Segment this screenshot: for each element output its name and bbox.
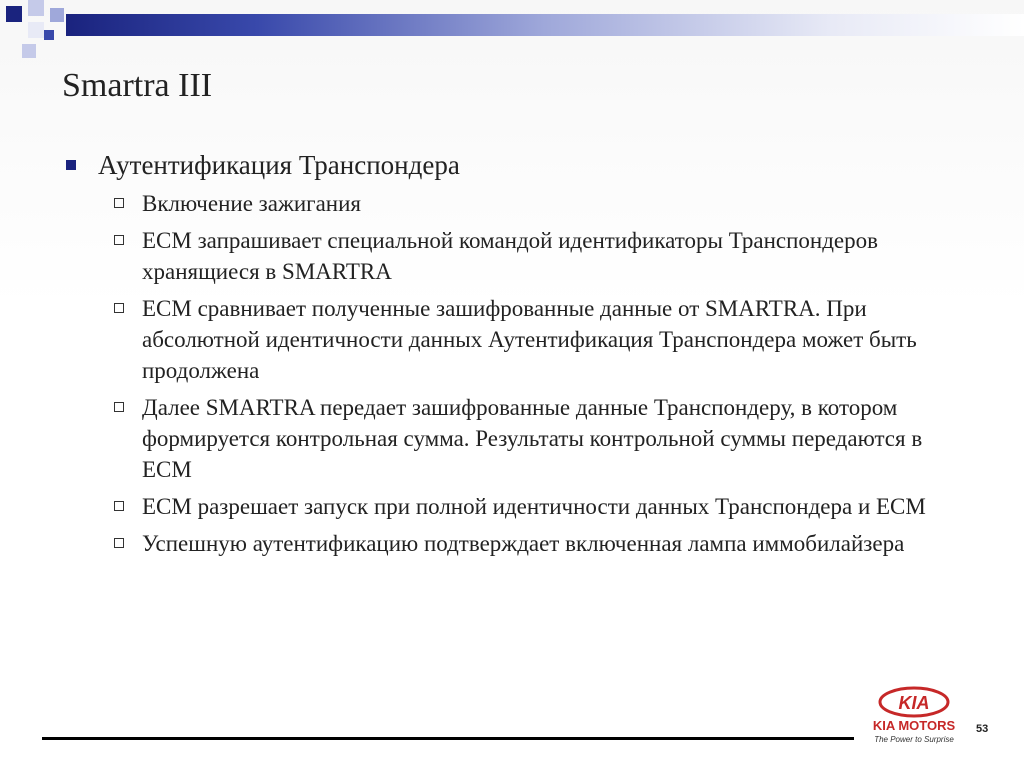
list-item	[112, 392, 982, 485]
header-gradient-bar	[66, 14, 1024, 36]
deco-square-4	[50, 8, 64, 22]
deco-square-2	[28, 0, 44, 16]
hollow-square-bullet-icon	[114, 198, 124, 208]
list-item-text: ECM запрашивает специальной командой идентификаторы Транспондеров хранящиеся в SMARTRA	[142, 228, 878, 284]
list-item	[112, 528, 982, 559]
brand-tagline: The Power to Surprise	[874, 735, 954, 744]
page-number: 53	[976, 723, 989, 735]
deco-square-5	[22, 44, 36, 58]
deco-square-3	[28, 22, 44, 38]
hollow-square-bullet-icon	[114, 402, 124, 412]
logo-mark-text: KIA	[898, 693, 930, 713]
list-item-text: Успешную аутентификацию подтверждает включенная лампа иммобилайзера	[142, 531, 905, 556]
list-item-text: Далее SMARTRA передает зашифрованные данные Транспондеру, в котором формируется контрольная сумма. Результаты контрольной суммы передаются в ECM	[142, 395, 923, 482]
list-item	[112, 491, 982, 522]
list-item	[112, 293, 982, 386]
square-bullet-icon	[66, 160, 76, 170]
deco-square-1	[6, 6, 22, 22]
brand-name: KIA MOTORS	[872, 718, 956, 733]
bullet-heading-text: Аутентификация Транспондера	[98, 150, 460, 180]
footer-divider	[42, 737, 854, 740]
list-item	[112, 225, 982, 287]
list-item-text: Включение зажигания	[142, 191, 361, 216]
hollow-square-bullet-icon	[114, 235, 124, 245]
hollow-square-bullet-icon	[114, 303, 124, 313]
hollow-square-bullet-icon	[114, 501, 124, 511]
kia-motors-logo	[866, 686, 962, 748]
slide-title: Smartra III	[62, 67, 213, 104]
list-item-text: ECM разрешает запуск при полной идентичности данных Транспондера и ECM	[142, 494, 926, 519]
list-item-text: ECM сравнивает полученные зашифрованные данные от SMARTRA. При абсолютной идентичности данных Аутентификация Транспондера может быть продолжена	[142, 296, 917, 383]
slide-content	[62, 148, 982, 565]
deco-square-6	[44, 30, 54, 40]
bullet-heading	[62, 148, 982, 182]
hollow-square-bullet-icon	[114, 538, 124, 548]
list-item	[112, 188, 982, 219]
